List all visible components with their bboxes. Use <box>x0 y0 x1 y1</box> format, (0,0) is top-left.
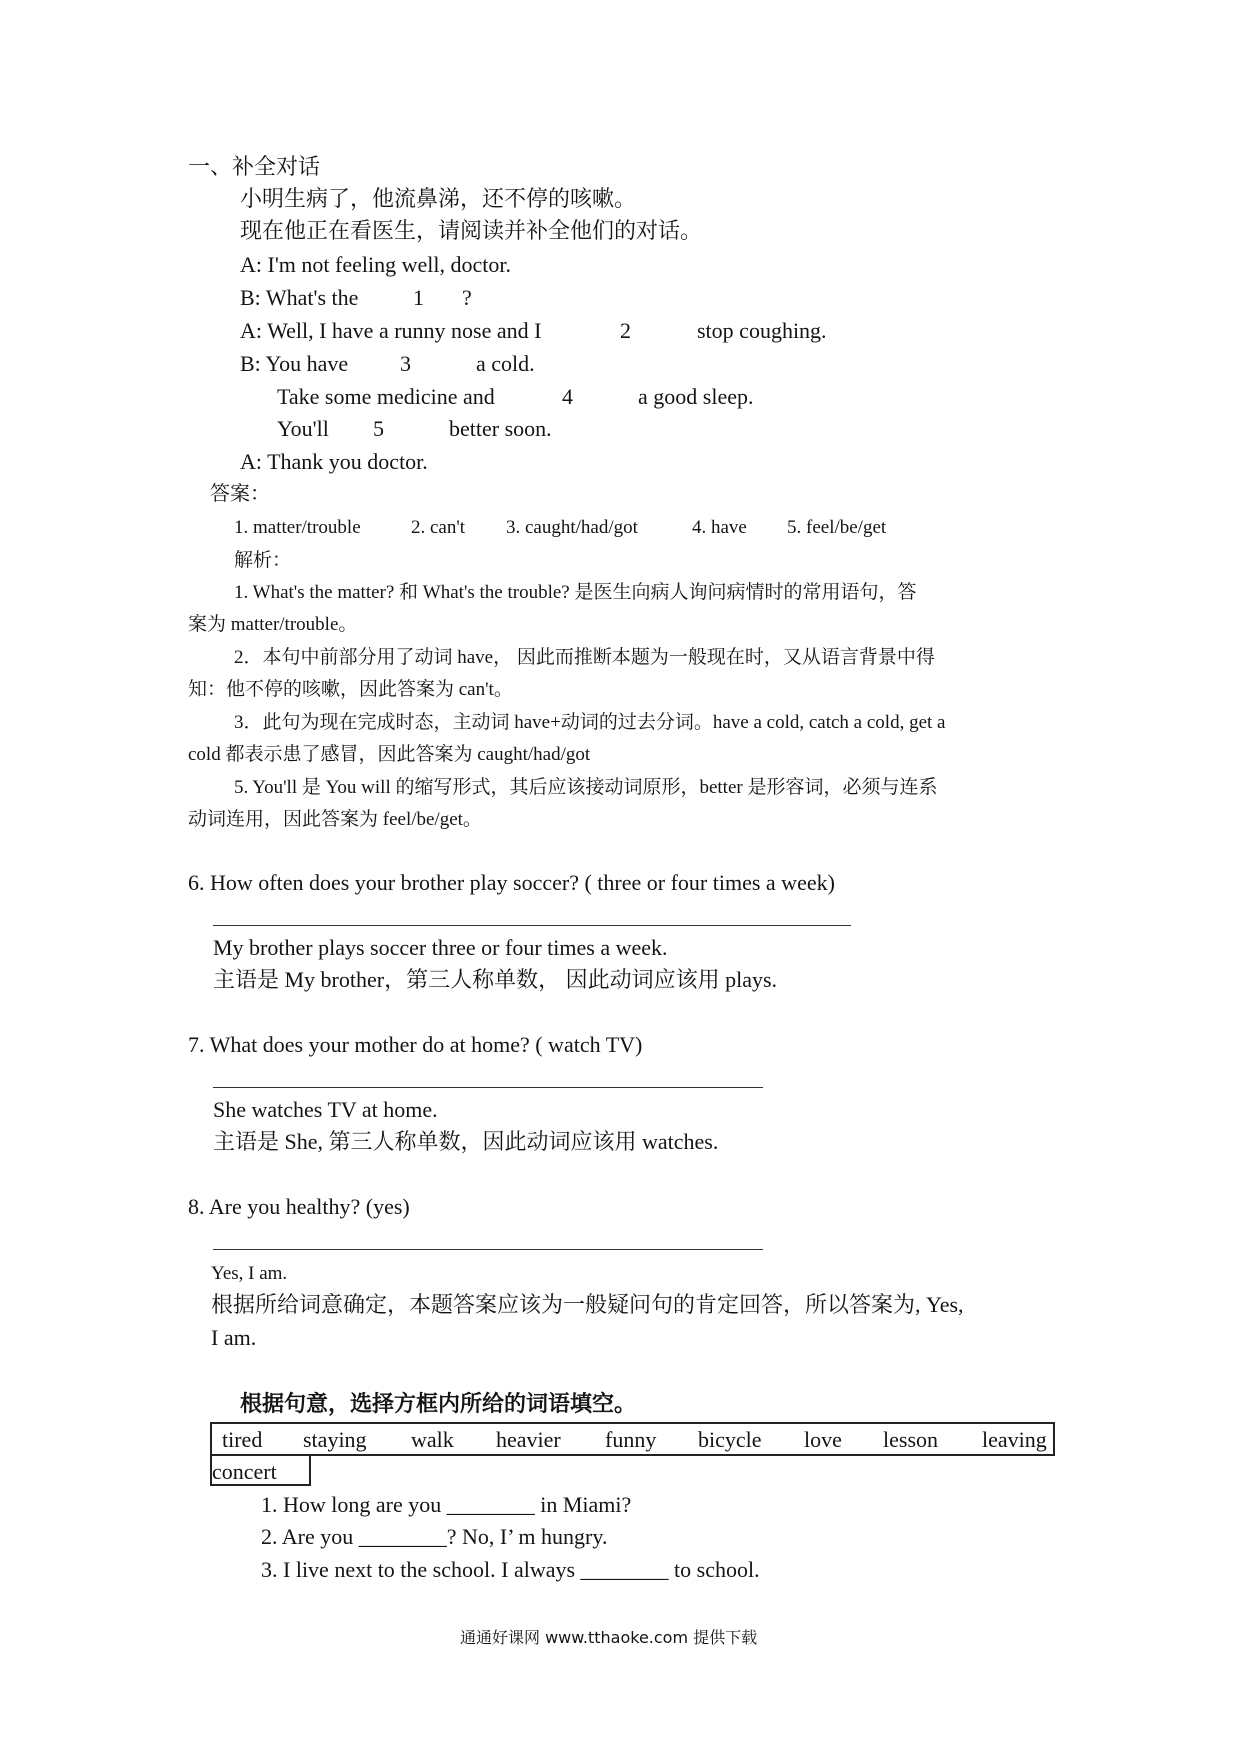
question-6: 6. How often does your brother play soccer? ( three or four times a week) <box>188 870 835 895</box>
analysis-label: 解析： <box>234 550 292 571</box>
dialogue-line-3-end: stop coughing. <box>697 318 827 343</box>
fill-item-1: 1. How long are you ________ in Miami? <box>261 1492 632 1517</box>
intro-line-1: 小明生病了，他流鼻涕，还不停的咳嗽。 <box>240 186 637 211</box>
word-concert: concert <box>212 1459 277 1484</box>
blank-number-3: 3 <box>400 351 411 376</box>
answer-4: 4. have <box>692 517 747 538</box>
word-staying: staying <box>303 1427 367 1452</box>
dialogue-line-6-end: better soon. <box>449 416 552 441</box>
note-7: 主语是 She, 第三人称单数，因此动词应该用 watches. <box>213 1129 719 1154</box>
dialogue-line-1: A: I'm not feeling well, doctor. <box>240 252 511 277</box>
word-love: love <box>804 1427 842 1452</box>
dialogue-line-2-end: ? <box>462 285 472 310</box>
footer-credit: 通通好课网 www.tthaoke.com 提供下载 <box>460 1628 758 1647</box>
answer-8: Yes, I am. <box>211 1263 288 1284</box>
note-8-line-2: I am. <box>211 1325 257 1350</box>
blank-number-5: 5 <box>373 416 384 441</box>
blank-number-1: 1 <box>413 285 424 310</box>
dialogue-line-7: A: Thank you doctor. <box>240 449 428 474</box>
explanation-5-line-1: 5. You'll 是 You will 的缩写形式，其后应该接动词原形，better 是形容词，必须与连系 <box>234 777 938 798</box>
dialogue-line-3: A: Well, I have a runny nose and I <box>240 318 542 343</box>
fill-item-3: 3. I live next to the school. I always ________ to school. <box>261 1557 760 1582</box>
dialogue-line-4-end: a cold. <box>476 351 535 376</box>
question-7: 7. What does your mother do at home? ( watch TV) <box>188 1032 643 1057</box>
dialogue-line-6: You'll <box>277 416 329 441</box>
word-bicycle: bicycle <box>698 1427 762 1452</box>
word-tired: tired <box>222 1427 263 1452</box>
answer-line-7 <box>213 1087 763 1088</box>
answer-line-6 <box>213 925 851 926</box>
dialogue-line-5: Take some medicine and <box>277 384 495 409</box>
answer-line-8 <box>213 1249 763 1250</box>
dialogue-line-2: B: What's the <box>240 285 359 310</box>
answer-6: My brother plays soccer three or four times a week. <box>213 935 668 960</box>
word-heavier: heavier <box>496 1427 561 1452</box>
fill-item-2: 2. Are you ________? No, I’ m hungry. <box>261 1524 608 1549</box>
word-walk: walk <box>411 1427 454 1452</box>
word-lesson: lesson <box>883 1427 938 1452</box>
answer-2: 2. can't <box>411 517 466 538</box>
note-6: 主语是 My brother，第三人称单数， 因此动词应该用 plays. <box>213 967 778 992</box>
explanation-5-line-2: 动词连用，因此答案为 feel/be/get。 <box>188 809 482 830</box>
answer-3: 3. caught/had/got <box>506 517 638 538</box>
answer-1: 1. matter/trouble <box>234 517 361 538</box>
note-8-line-1: 根据所给词意确定，本题答案应该为一般疑问句的肯定回答，所以答案为, Yes, <box>211 1292 964 1317</box>
explanation-1-line-2: 案为 matter/trouble。 <box>188 614 358 635</box>
explanation-1-line-1: 1. What's the matter? 和 What's the trouble? 是医生向病人询问病情时的常用语句，答 <box>234 582 917 603</box>
blank-number-4: 4 <box>562 384 573 409</box>
answers-label: 答案： <box>210 483 270 505</box>
explanation-3-line-1: 3．此句为现在完成时态，主动词 have+动词的过去分词。have a cold, catch a cold, get a <box>234 712 946 733</box>
explanation-2-line-2: 知：他不停的咳嗽，因此答案为 can't。 <box>188 679 513 700</box>
answer-7: She watches TV at home. <box>213 1097 438 1122</box>
explanation-3-line-2: cold 都表示患了感冒，因此答案为 caught/had/got <box>188 744 591 765</box>
question-8: 8. Are you healthy? (yes) <box>188 1194 410 1219</box>
intro-line-2: 现在他正在看医生，请阅读并补全他们的对话。 <box>240 218 703 243</box>
dialogue-line-5-end: a good sleep. <box>638 384 754 409</box>
answer-5: 5. feel/be/get <box>787 517 887 538</box>
dialogue-line-4: B: You have <box>240 351 349 376</box>
word-funny: funny <box>605 1427 657 1452</box>
section-heading-dialogue: 一、补全对话 <box>188 154 321 179</box>
word-leaving: leaving <box>982 1427 1047 1452</box>
blank-number-2: 2 <box>620 318 631 343</box>
explanation-2-line-1: 2．本句中前部分用了动词 have， 因此而推断本题为一般现在时，又从语言背景中得 <box>234 647 935 668</box>
section-heading-word-bank: 根据句意，选择方框内所给的词语填空。 <box>240 1391 637 1416</box>
